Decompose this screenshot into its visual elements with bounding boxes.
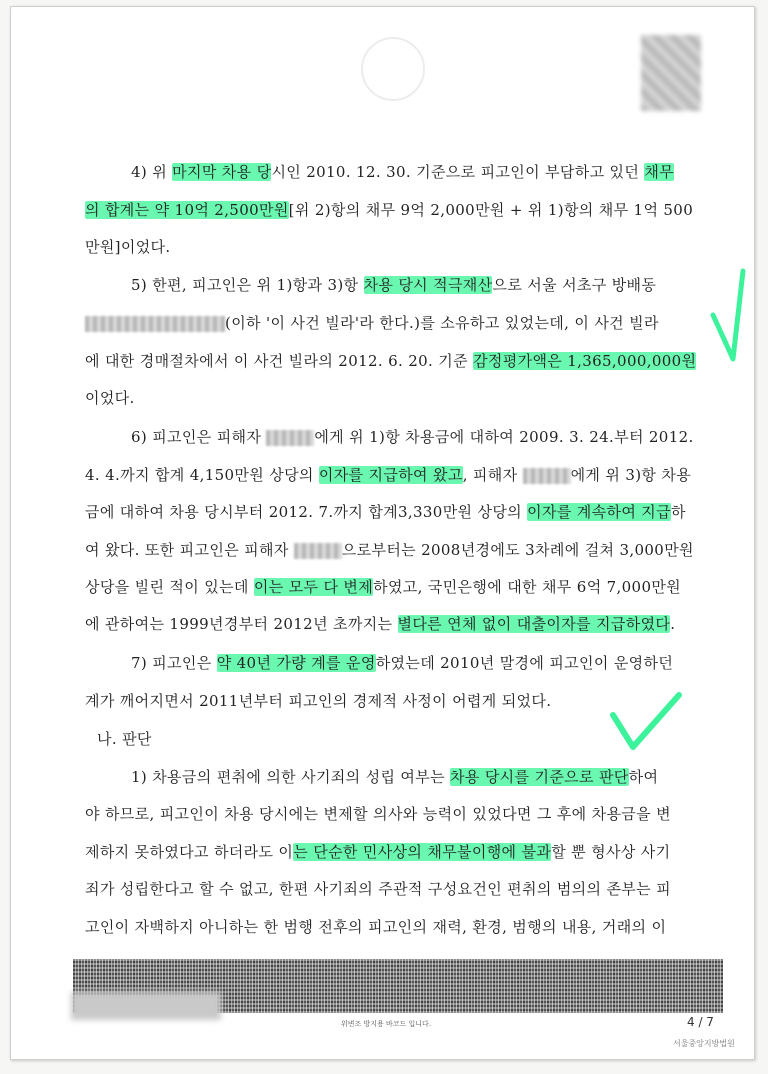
text-segment: 에 대한 경매절차에서 이 사건 빌라의 2012. 6. 20. 기준 <box>85 352 474 370</box>
text-line <box>131 767 658 787</box>
text-segment: 에 관하여는 1999년경부터 2012년 초까지는 <box>85 615 398 633</box>
page-number: 4 / 7 <box>687 1015 714 1029</box>
redacted-name <box>85 316 225 332</box>
text-segment: 에게 위 3)항 차용 <box>570 466 692 484</box>
text-segment: 고인이 자백하지 아니하는 한 범행 전후의 피고인의 재력, 환경, 범행의 내용, 거래의 이 <box>85 918 667 936</box>
section-heading <box>97 729 152 749</box>
text-line <box>85 804 671 824</box>
text-line <box>85 465 691 485</box>
highlighted-text: 감정평가액은 1,365,000,000원 <box>473 352 697 370</box>
redacted-name <box>266 430 314 446</box>
text-segment: 1) 차용금의 편취에 의한 사기죄의 성립 여부는 <box>131 768 451 786</box>
text-segment: 으로부터는 2008년경에도 3차례에 걸쳐 3,000만원 <box>341 541 694 559</box>
text-segment: 에게 위 1)항 차용금에 대하여 2009. 3. 24.부터 2012. <box>314 428 694 446</box>
handwritten-check-mark-icon <box>709 263 749 373</box>
text-segment: 죄가 성립한다고 할 수 없고, 한편 사기죄의 주관적 구성요건인 편취의 범의의 존부는 피 <box>85 880 671 898</box>
text-line <box>131 162 674 182</box>
text-segment: [위 2)항의 채무 9억 2,000만원 + 위 1)항의 채무 1억 500 <box>288 201 694 219</box>
highlighted-text: 차용 당시를 기준으로 판단 <box>450 768 629 786</box>
highlighted-text: 마지막 차용 당 <box>172 163 272 181</box>
redacted-stamp <box>641 35 701 111</box>
text-segment: 상당을 빌린 적이 있는데 <box>85 578 254 596</box>
redacted-footer <box>71 992 221 1020</box>
highlighted-text: 차용 당시 적극재산 <box>363 276 493 294</box>
barcode-note: 위변조 방지용 바코드 입니다. <box>341 1020 432 1028</box>
text-segment: 하여 <box>628 768 659 786</box>
text-segment: 금에 대하여 차용 당시부터 2012. 7.까지 합계3,330만원 상당의 <box>85 503 528 521</box>
highlighted-text: 이자를 지급하여 왔고 <box>318 466 463 484</box>
redacted-name <box>523 468 571 484</box>
text-segment: 4) 위 <box>131 163 173 181</box>
document-page <box>10 6 755 1060</box>
text-line <box>131 275 656 295</box>
text-line <box>85 313 659 333</box>
text-segment: . <box>670 615 676 633</box>
text-segment: 제하지 못하였다고 하더라도 이 <box>85 843 294 861</box>
text-segment: 할 뿐 형사상 사기 <box>551 843 671 861</box>
text-segment: 계가 깨어지면서 2011년부터 피고인의 경제적 사정이 어렵게 되었다. <box>85 692 552 710</box>
text-segment: 만원]이었다. <box>85 238 171 256</box>
text-line <box>85 351 696 371</box>
text-segment: 7) 피고인은 <box>131 654 217 672</box>
text-segment: 여 왔다. 또한 피고인은 피해자 <box>85 541 294 559</box>
highlighted-text: 이는 모두 다 변제 <box>253 578 374 596</box>
text-line <box>85 691 551 711</box>
text-segment: 나. 판단 <box>97 730 152 748</box>
text-segment: 하 <box>670 503 686 521</box>
text-line <box>85 879 671 899</box>
text-segment: 으로 서울 서초구 방배동 <box>492 276 657 294</box>
highlighted-text: 채무 <box>644 163 675 181</box>
highlighted-text: 의 합계는 약 10억 2,500만원 <box>85 201 289 219</box>
text-segment: 야 하므로, 피고인이 차용 당시에는 변제할 의사와 능력이 있었다면 그 후에 차용금을 변 <box>85 805 671 823</box>
redacted-name <box>294 543 342 559</box>
text-line <box>85 842 670 862</box>
text-segment: (이하 '이 사건 빌라'라 한다.)를 소유하고 있었는데, 이 사건 빌라 <box>225 314 659 332</box>
text-segment: 하였는데 2010년 말경에 피고인이 운영하던 <box>375 654 674 672</box>
text-line <box>85 614 675 634</box>
text-line <box>85 237 171 257</box>
text-line <box>85 200 693 220</box>
text-segment: 시인 2010. 12. 30. 기준으로 피고인이 부담하고 있던 <box>271 163 645 181</box>
text-line <box>85 502 686 522</box>
court-seal-watermark <box>361 37 425 101</box>
highlighted-text: 약 40년 가량 계를 운영 <box>216 654 376 672</box>
text-line <box>85 388 135 408</box>
handwritten-check-mark-icon <box>607 689 687 759</box>
text-line <box>131 427 694 447</box>
court-mark: 서울중앙지방법원 <box>673 1039 735 1048</box>
text-line <box>85 540 694 560</box>
highlighted-text: 이자를 계속하여 지급 <box>527 503 671 521</box>
text-segment: , 피해자 <box>462 466 523 484</box>
text-segment: 4. 4.까지 합계 4,150만원 상당의 <box>85 466 319 484</box>
highlighted-text: 별다른 연체 없이 대출이자를 지급하였다 <box>397 615 671 633</box>
text-segment: 5) 한편, 피고인은 위 1)항과 3)항 <box>131 276 364 294</box>
text-segment: 하였고, 국민은행에 대한 채무 6억 7,000만원 <box>373 578 682 596</box>
text-segment: 6) 피고인은 피해자 <box>131 428 267 446</box>
highlighted-text: 는 단순한 민사상의 채무불이행에 불과 <box>293 843 552 861</box>
text-segment: 이었다. <box>85 389 135 407</box>
text-line <box>131 653 673 673</box>
text-line <box>85 917 666 937</box>
text-line <box>85 577 681 597</box>
